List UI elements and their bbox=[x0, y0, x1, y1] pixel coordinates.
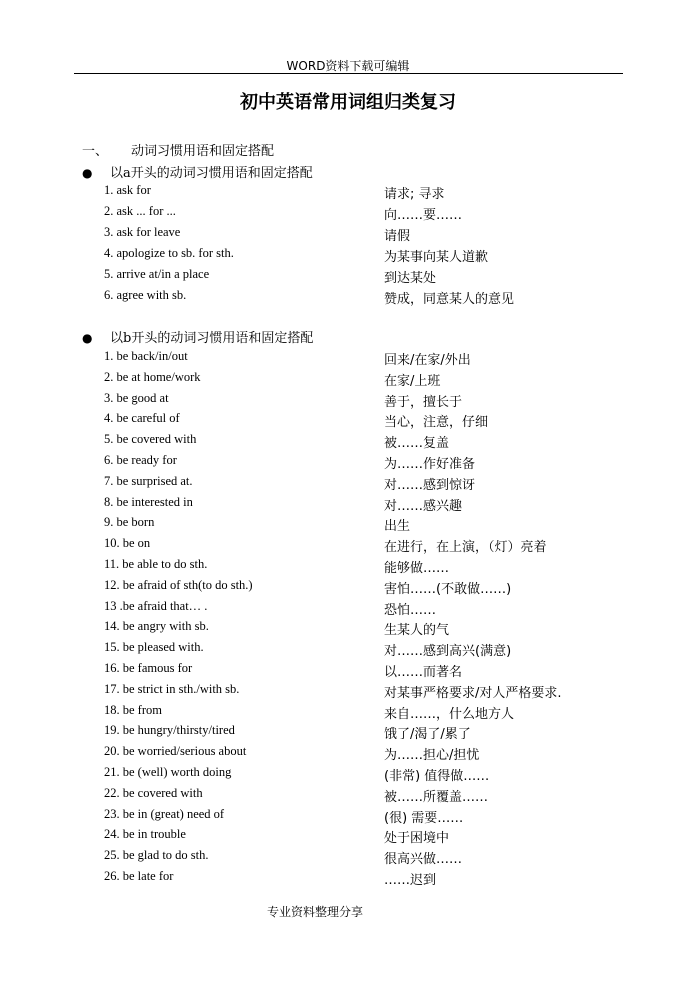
phrase-english: 2. ask ... for ... bbox=[104, 204, 176, 218]
phrase-english: 11. be able to do sth. bbox=[104, 557, 208, 571]
phrase-chinese: ……迟到 bbox=[384, 873, 437, 888]
group-a-heading bbox=[82, 162, 313, 181]
phrase-english: 6. be ready for bbox=[104, 453, 177, 467]
phrase-chinese: (很) 需要…… bbox=[384, 810, 464, 826]
group-b-title: 以b开头的动词习惯用语和固定搭配 bbox=[110, 331, 314, 346]
list-item bbox=[104, 578, 624, 598]
list-item bbox=[104, 515, 624, 535]
phrase-english: 25. be glad to do sth. bbox=[104, 848, 209, 863]
page-footer: 专业资料整理分享 bbox=[266, 905, 363, 919]
list-item bbox=[104, 225, 624, 245]
phrase-english: 17. be strict in sth./with sb. bbox=[104, 681, 240, 696]
phrase-chinese: 害怕……(不敢做……) bbox=[384, 581, 512, 597]
list-item bbox=[104, 453, 624, 473]
phrase-chinese: 被……复盖 bbox=[384, 436, 450, 452]
list-item bbox=[104, 744, 624, 764]
phrase-chinese: 为……担心/担忧 bbox=[384, 748, 480, 764]
list-item bbox=[104, 640, 624, 660]
list-item bbox=[104, 557, 624, 577]
phrase-chinese: 恐怕…… bbox=[384, 602, 437, 618]
phrase-english: 7. be surprised at. bbox=[104, 473, 193, 488]
phrase-english: 21. be (well) worth doing bbox=[104, 765, 232, 779]
phrase-chinese: 对……感到高兴(满意) bbox=[384, 644, 512, 660]
list-item bbox=[104, 619, 624, 639]
phrase-chinese: 生某人的气 bbox=[384, 623, 450, 639]
phrase-english: 1. be back/in/out bbox=[104, 349, 188, 363]
phrase-chinese: 被……所覆盖…… bbox=[384, 789, 489, 805]
phrase-chinese: 回来/在家/外出 bbox=[384, 353, 471, 368]
phrase-chinese: 饿了/渴了/累了 bbox=[384, 727, 471, 743]
phrase-english: 19. be hungry/thirsty/tired bbox=[104, 723, 235, 738]
list-item bbox=[104, 786, 624, 806]
phrase-chinese: 来自……，什么地方人 bbox=[384, 706, 515, 722]
phrase-english: 9. be born bbox=[104, 515, 155, 530]
section-title: 动词习惯用语和固定搭配 bbox=[131, 144, 275, 159]
list-item bbox=[104, 599, 624, 619]
list-item bbox=[104, 661, 624, 681]
bullet-icon: ● bbox=[82, 166, 93, 180]
group-b-heading bbox=[82, 327, 313, 346]
phrase-chinese: 处于困境中 bbox=[384, 831, 450, 847]
phrase-chinese: 能够做…… bbox=[384, 561, 450, 576]
phrase-english: 4. apologize to sb. for sth. bbox=[104, 246, 234, 260]
phrase-english: 5. be covered with bbox=[104, 432, 197, 447]
list-item bbox=[104, 869, 624, 889]
phrase-english: 26. be late for bbox=[104, 869, 174, 883]
phrase-chinese: 对……感兴趣 bbox=[384, 498, 463, 514]
list-item bbox=[104, 765, 624, 785]
phrase-english: 23. be in (great) need of bbox=[104, 806, 225, 821]
list-item bbox=[104, 536, 624, 556]
list-item bbox=[104, 204, 624, 224]
phrase-english: 13 .be afraid that… . bbox=[104, 598, 208, 613]
bullet-icon: ● bbox=[82, 331, 93, 345]
phrase-english: 22. be covered with bbox=[104, 785, 203, 800]
list-item bbox=[104, 349, 624, 369]
phrase-english: 10. be on bbox=[104, 536, 151, 551]
phrase-chinese: (非常) 值得做…… bbox=[384, 769, 490, 784]
phrase-chinese: 对……感到惊讶 bbox=[384, 477, 476, 493]
list-item bbox=[104, 370, 624, 390]
header-divider bbox=[74, 73, 623, 74]
phrase-english: 5. arrive at/in a place bbox=[104, 267, 210, 281]
phrase-chinese: 请假 bbox=[384, 229, 411, 244]
list-item bbox=[104, 474, 624, 494]
phrase-english: 3. be good at bbox=[104, 390, 169, 405]
page-header: WORD资料下载可编辑 bbox=[286, 59, 410, 73]
list-item bbox=[104, 723, 624, 743]
list-item bbox=[104, 827, 624, 847]
list-item bbox=[104, 183, 624, 203]
phrase-english: 2. be at home/work bbox=[104, 369, 201, 384]
phrase-english: 20. be worried/serious about bbox=[104, 744, 247, 759]
list-item bbox=[104, 703, 624, 723]
phrase-chinese: 为某事向某人道歉 bbox=[384, 250, 489, 265]
phrase-english: 1. ask for bbox=[104, 183, 151, 197]
phrase-chinese: 很高兴做…… bbox=[384, 852, 463, 868]
list-item bbox=[104, 848, 624, 868]
phrase-chinese: 在家/上班 bbox=[384, 373, 441, 389]
phrase-english: 24. be in trouble bbox=[104, 827, 186, 842]
phrase-chinese: 赞成，同意某人的意见 bbox=[384, 292, 515, 307]
list-item bbox=[104, 391, 624, 411]
phrase-chinese: 在进行，在上演，（灯）亮着 bbox=[384, 540, 547, 556]
list-item bbox=[104, 288, 624, 308]
phrase-english: 4. be careful of bbox=[104, 411, 180, 426]
phrase-chinese: 到达某处 bbox=[384, 271, 437, 286]
phrase-chinese: 出生 bbox=[384, 519, 411, 535]
section-heading bbox=[82, 140, 274, 159]
phrase-english: 3. ask for leave bbox=[104, 225, 181, 239]
list-item bbox=[104, 411, 624, 431]
phrase-english: 8. be interested in bbox=[104, 494, 193, 509]
phrase-chinese: 当心，注意，仔细 bbox=[384, 415, 489, 431]
phrase-chinese: 以……而著名 bbox=[384, 665, 463, 680]
phrase-english: 12. be afraid of sth(to do sth.) bbox=[104, 577, 253, 592]
list-item bbox=[104, 807, 624, 827]
list-item bbox=[104, 495, 624, 515]
document-title: 初中英语常用词组归类复习 bbox=[240, 92, 456, 113]
phrase-english: 14. be angry with sb. bbox=[104, 619, 209, 634]
group-a-title: 以a开头的动词习惯用语和固定搭配 bbox=[110, 166, 313, 181]
phrase-english: 6. agree with sb. bbox=[104, 288, 187, 302]
list-item bbox=[104, 246, 624, 266]
phrase-chinese: 善于，擅长于 bbox=[384, 394, 463, 410]
phrase-english: 15. be pleased with. bbox=[104, 640, 204, 655]
phrase-chinese: 为……作好准备 bbox=[384, 457, 476, 472]
phrase-chinese: 向……要…… bbox=[384, 208, 463, 223]
phrase-chinese: 对某事严格要求/对人严格要求. bbox=[384, 685, 562, 701]
list-item bbox=[104, 267, 624, 287]
phrase-english: 16. be famous for bbox=[104, 661, 193, 675]
list-item bbox=[104, 432, 624, 452]
phrase-english: 18. be from bbox=[104, 702, 162, 717]
phrase-chinese: 请求; 寻求 bbox=[384, 187, 445, 202]
section-number: 一、 bbox=[82, 144, 109, 159]
list-item bbox=[104, 682, 624, 702]
